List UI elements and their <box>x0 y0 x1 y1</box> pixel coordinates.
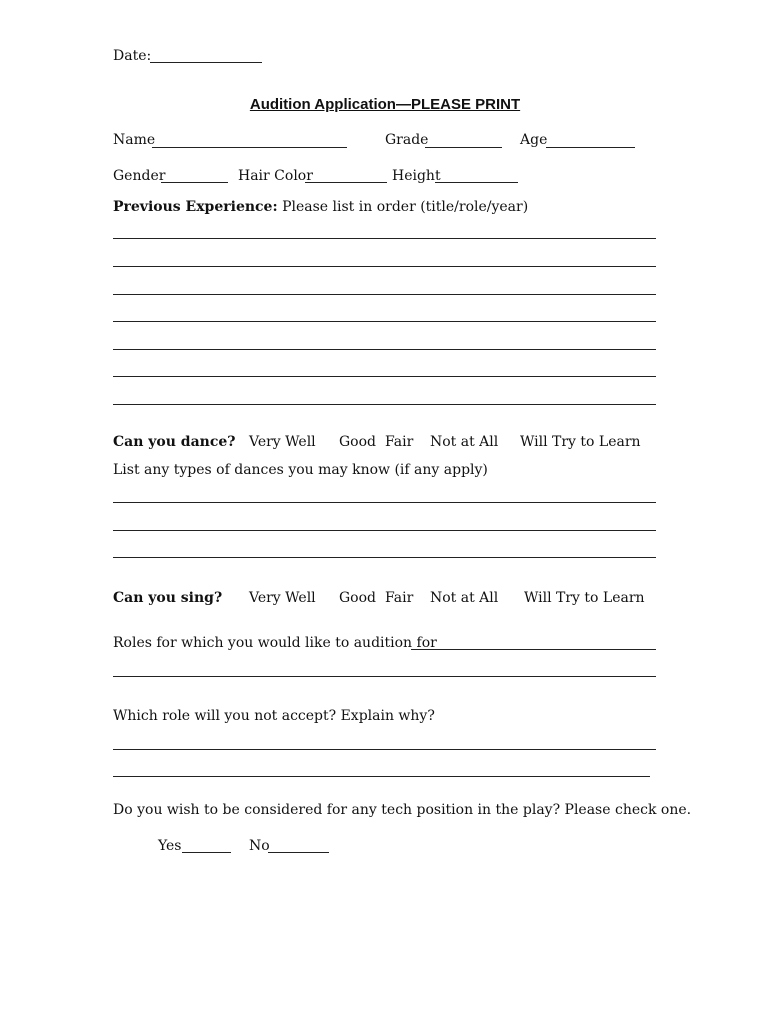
sing-question: Can you sing? <box>113 590 223 606</box>
experience-instruction: Please list in order (title/role/year) <box>282 199 529 215</box>
role-not-accept-prompt: Which role will you not accept? Explain why? <box>113 708 435 724</box>
height-field[interactable] <box>435 182 518 183</box>
height-label: Height <box>392 168 441 184</box>
tech-yes-label: Yes <box>158 838 182 854</box>
dance-line-2[interactable] <box>113 530 656 531</box>
form-title: Audition Application—PLEASE PRINT <box>249 96 521 113</box>
dance-question: Can you dance? <box>113 434 236 450</box>
dance-line-3[interactable] <box>113 557 656 558</box>
dance-option-will-try[interactable]: Will Try to Learn <box>520 434 641 450</box>
experience-line-7[interactable] <box>113 404 656 405</box>
name-label: Name <box>113 132 156 148</box>
sing-option-not-at-all[interactable]: Not at All <box>430 590 499 606</box>
role-not-accept-line-1[interactable] <box>113 749 656 750</box>
experience-line-5[interactable] <box>113 349 656 350</box>
hair-color-field[interactable] <box>305 182 387 183</box>
dance-option-good[interactable]: Good <box>339 434 377 450</box>
gender-label: Gender <box>113 168 166 184</box>
date-field[interactable] <box>150 62 262 63</box>
experience-line-6[interactable] <box>113 376 656 377</box>
roles-audition-line-2[interactable] <box>113 676 656 677</box>
dance-option-very-well[interactable]: Very Well <box>249 434 316 450</box>
roles-audition-prompt: Roles for which you would like to audition for <box>113 635 437 651</box>
dance-line-1[interactable] <box>113 502 656 503</box>
tech-prompt: Do you wish to be considered for any tech position in the play? Please check one. <box>113 802 692 818</box>
hair-color-label: Hair Color <box>238 168 313 184</box>
date-label: Date: <box>113 48 152 64</box>
age-label: Age <box>520 132 548 148</box>
gender-field[interactable] <box>161 182 228 183</box>
grade-label: Grade <box>385 132 429 148</box>
tech-yes-field[interactable] <box>182 852 231 853</box>
sing-option-very-well[interactable]: Very Well <box>249 590 316 606</box>
dance-option-fair[interactable]: Fair <box>385 434 414 450</box>
experience-line-2[interactable] <box>113 266 656 267</box>
role-not-accept-line-2[interactable] <box>113 776 650 777</box>
name-field[interactable] <box>152 147 347 148</box>
experience-label: Previous Experience: <box>113 199 278 215</box>
age-field[interactable] <box>546 147 635 148</box>
experience-line-4[interactable] <box>113 321 656 322</box>
roles-audition-field[interactable] <box>411 649 656 650</box>
experience-line-3[interactable] <box>113 294 656 295</box>
dance-option-not-at-all[interactable]: Not at All <box>430 434 499 450</box>
experience-prompt <box>113 198 528 216</box>
sing-option-will-try[interactable]: Will Try to Learn <box>524 590 645 606</box>
tech-no-field[interactable] <box>268 852 329 853</box>
experience-line-1[interactable] <box>113 238 656 239</box>
sing-option-fair[interactable]: Fair <box>385 590 414 606</box>
sing-option-good[interactable]: Good <box>339 590 377 606</box>
tech-no-label: No <box>249 838 270 854</box>
grade-field[interactable] <box>425 147 502 148</box>
dance-list-prompt: List any types of dances you may know (if any apply) <box>113 462 488 478</box>
